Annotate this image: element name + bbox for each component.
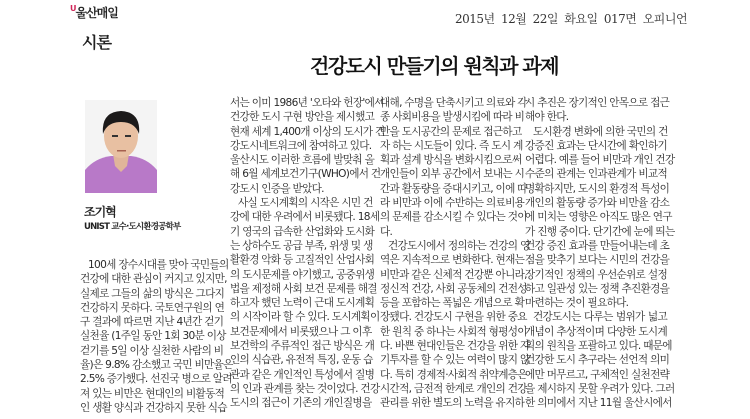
article-line: 개인들이 외부 공간에서 보내는 시 — [380, 168, 525, 181]
article-line: 점을 맞추기 보다는 시민의 건강을 — [525, 254, 670, 267]
article-line: 종 사회비용을 발생시킴에 따라 비 — [380, 111, 525, 124]
article-line: 도시환경 변화에 의한 국민의 건 — [533, 125, 668, 138]
article-line: 획과 설계 방식을 변화시킴으로써 — [380, 154, 522, 167]
article-line: 건강에 대한 관심이 커지고 있지만, — [80, 273, 227, 286]
article-line: 대해, 수명을 단축시키고 의료와 각 — [380, 97, 527, 109]
article-line: 건강 증진 효과를 만들어내는데 초 — [525, 239, 670, 252]
article-line: 명확하지만, 도시의 환경적 특성이 — [525, 182, 670, 195]
article-line: 에만 머무르고, 구체적인 실천전략 — [525, 368, 670, 381]
article-line: 수준의 관계는 인과관계가 비교적 — [525, 168, 667, 181]
article-line: 실천율 (1주일 동안 1회 30분 이상 — [80, 330, 226, 343]
article-column-3 — [380, 96, 530, 411]
article-line: 다. 바쁜 현대인들은 건강을 위한 자 — [380, 340, 530, 353]
article-line: 기투자를 할 수 있는 여력이 많지 않 — [380, 354, 530, 367]
article-line: 건강도시에서 정의하는 건강의 영 — [388, 239, 530, 252]
article-line: 만을 도시공간의 문제로 접근하고 — [380, 125, 522, 138]
article-line: 보건문제에서 비롯됐으나 그 이후 — [230, 325, 372, 338]
article-line: 에 미치는 영향은 아직도 많은 연구 — [525, 211, 672, 224]
article-line: 구 결과에 따르면 지난 4년간 걷기 — [80, 316, 224, 329]
article-line: 강증진 효과는 단시간에 확인하기 — [525, 139, 667, 152]
headline: 건강도시 만들기의 원칙과 과제 — [310, 54, 559, 78]
article-line: 는 상하수도 공급 부족, 위생 및 생 — [230, 239, 373, 252]
article-line: 한 의미에서 지난 11월 울산시에서 — [525, 397, 672, 410]
article-column-4 — [525, 96, 675, 411]
article-line: 사실 도시계획의 시작은 시민 건 — [238, 197, 373, 210]
author-photo — [85, 100, 157, 193]
article-line: 등을 포함하는 폭넓은 개념으로 확 — [380, 297, 525, 310]
article-line: 2.5% 증가했다. 선진국 병으로 알려 — [80, 373, 232, 386]
article-line: 100세 장수시대를 맞아 국민들의 — [88, 259, 229, 271]
section-label: 시론 — [82, 33, 111, 52]
article-line: 건강하지 못하다. 국토연구원의 연 — [80, 301, 225, 314]
article-line: 자 하는 시도들이 있다. 즉 도시 계 — [380, 139, 523, 152]
article-line: 실제로 그들의 삶의 방식은 그다지 — [80, 287, 225, 300]
article-line: 한 원칙 중 하나는 사회적 형평성이 — [380, 325, 527, 338]
article-line: 울산시도 이러한 흐름에 발맞춰 올 — [230, 154, 375, 167]
article-line: 인 생활 양식과 건강하지 못한 식습 — [80, 401, 227, 414]
article-line: 의 시작이라 할 수 있다. 도시계획이 — [230, 311, 380, 324]
article-line: 관리를 위한 별도의 노력을 유지하 — [380, 397, 525, 410]
article-line: 을 제시하지 못할 우려가 있다. 그러 — [525, 382, 675, 395]
article-line: 강도시네트워크에 참여하고 있다. — [230, 139, 372, 152]
article-line: 져 있는 비만은 현대인의 비활동적 — [80, 387, 225, 400]
newspaper-logo: $^U$울산매일 — [70, 4, 118, 20]
article-line: 하고 일관성 있는 정책 추진환경을 — [525, 282, 670, 295]
article-line: 인의 식습관, 유전적 특징, 운동 습 — [230, 354, 373, 367]
article-line: 강도시 인증을 받았다. — [230, 182, 324, 195]
article-column-1 — [80, 258, 233, 415]
article-line: 획의 원칙을 포괄하고 있다. 때문에 — [525, 340, 672, 353]
article-line: 강에 대한 우려에서 비롯됐다. 18세 — [230, 211, 380, 224]
article-line: 라 비만과 이에 수반하는 의료비용 — [380, 197, 525, 210]
article-line: 다. — [380, 225, 393, 238]
date-line: 2015년 12월 22일 화요일 017면 오피니언 — [455, 12, 688, 26]
article-line: 법을 제정해 사회 보건 문제를 해결 — [230, 282, 377, 295]
article-line: 하고자 했던 노력이 근대 도시계획 — [230, 297, 375, 310]
article-column-2 — [230, 96, 385, 411]
article-line: 율)은 9.8% 감소했고 국민 비만율은 — [80, 359, 233, 372]
article-line: 장됐다. 건강도시 구현을 위한 중요 — [380, 311, 527, 324]
article-line: 가 진행 중이다. 단기간에 눈에 띄는 — [525, 225, 675, 238]
author-name: 조기혁 — [84, 205, 116, 219]
article-line: 역은 지속적으로 변화한다. 현재는 — [380, 254, 525, 267]
article-line: 간과 활동량을 증대시키고, 이에 따 — [380, 182, 527, 195]
article-line: 다. 특히 경제적·사회적 취약계층은 — [380, 368, 527, 381]
article-line: 어렵다. 예를 들어 비만과 개인 건강 — [525, 154, 675, 167]
article-line: 비만과 같은 신체적 건강뿐 아니라, — [380, 268, 527, 281]
article-line: 보건학의 주류적인 접근 방식은 개 — [230, 340, 375, 353]
article-line: 마련하는 것이 필요하다. — [525, 297, 629, 310]
author-affiliation: UNIST 교수·도시환경공학부 — [84, 222, 181, 232]
article-line: 건강도시는 다루는 범위가 넓고 — [533, 311, 667, 324]
article-line: 도시의 접근이 기존의 개인질병을 — [230, 397, 372, 410]
article-line: 서는 이미 1986년 '오타와 헌장'에서 — [230, 97, 384, 109]
article-line: 시간적, 금전적 한계로 개인의 건강 — [380, 382, 527, 395]
article-line: 기 영국의 급속한 산업화와 도시화 — [230, 225, 375, 238]
article-line: 시 추진은 장기적인 안목으로 접근 — [525, 97, 670, 109]
article-line: 의 도시문제를 야기했고, 공중위생 — [230, 268, 375, 281]
article-line: 개념이 추상적이며 다양한 도시계 — [525, 325, 667, 338]
article-line: 활환경 악화 등 고질적인 산업사회 — [230, 254, 375, 267]
article-line: 의 인과 관계를 찾는 것이었다. 건강 — [230, 382, 380, 395]
article-line: 장기적인 정책의 우선순위로 설정 — [525, 268, 667, 281]
article-line: 정신적 건강, 사회 공동체의 건전성 — [380, 282, 527, 295]
article-line: 의 문제를 감소시킬 수 있다는 것이 — [380, 211, 527, 224]
article-line: 건강한 도시 구현 방안을 제시했고 — [230, 111, 375, 124]
article-line: 관과 같은 개인적인 특성에서 질병 — [230, 368, 375, 381]
article-line: 해 6월 세계보건기구(WHO)에서 건 — [230, 168, 381, 181]
article-line: 개인의 활동량 증가와 비만율 감소 — [525, 197, 670, 210]
article-line: 해야 한다. — [525, 111, 569, 124]
article-line: 건강한 도시 추구라는 선언적 의미 — [525, 354, 670, 367]
article-line: 현재 세계 1,400개 이상의 도시가 건 — [230, 125, 385, 138]
article-line: 걷기를 5일 이상 실천한 사람의 비 — [80, 344, 224, 357]
